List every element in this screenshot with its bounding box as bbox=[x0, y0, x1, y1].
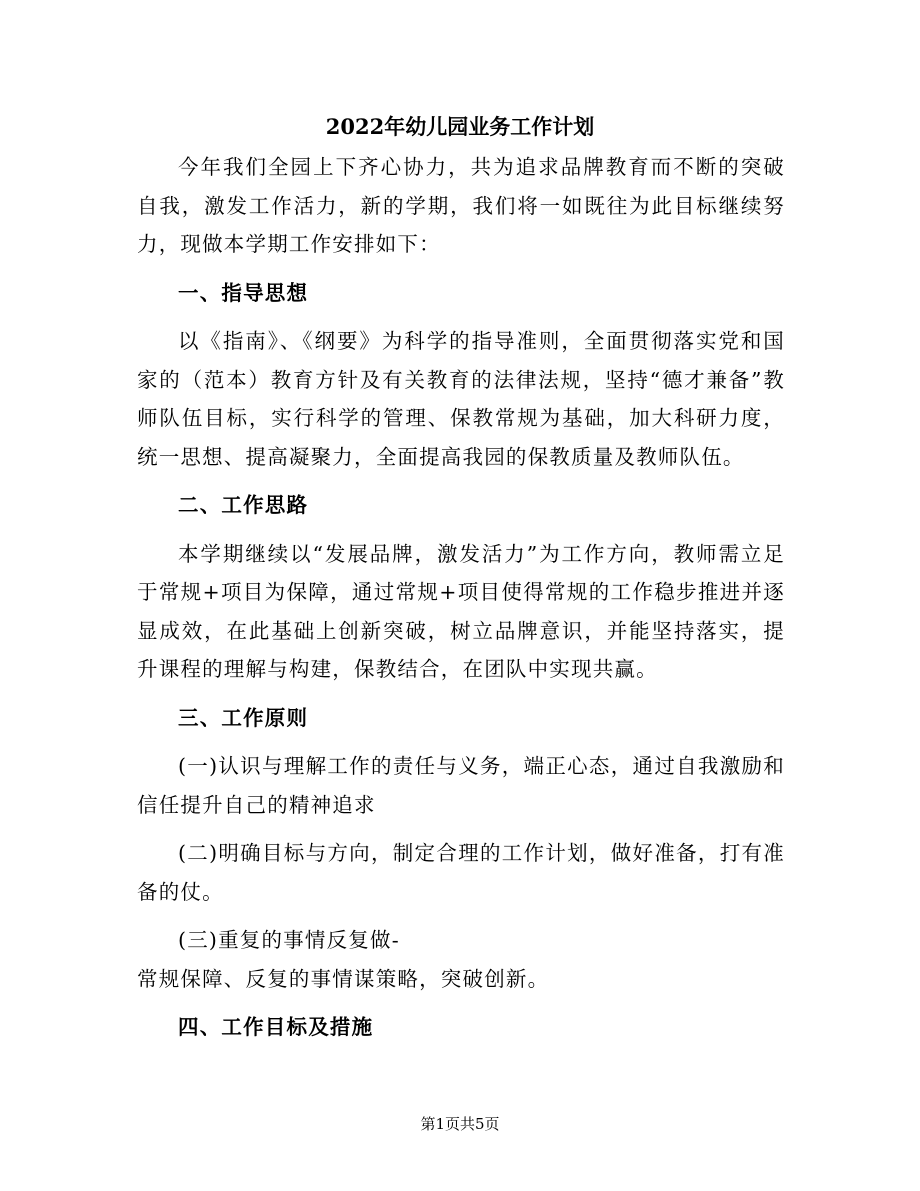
principle-item-1: (一)认识与理解工作的责任与义务，端正心态，通过自我激励和信任提升自己的精神追求 bbox=[137, 754, 785, 817]
principle-item-3-continuation: 常规保障、反复的事情谋策略，突破创新。 bbox=[137, 966, 550, 991]
principle-item-3: (三)重复的事情反复做- bbox=[178, 928, 400, 952]
principle-item-2: (二)明确目标与方向，制定合理的工作计划，做好准备，打有准备的仗。 bbox=[137, 841, 785, 904]
section-heading-guiding-ideology: 一、指导思想 bbox=[178, 280, 309, 305]
section-heading-goals-measures: 四、工作目标及措施 bbox=[178, 1015, 374, 1039]
intro-paragraph: 今年我们全园上下齐心协力，共为追求品牌教育而不断的突破自我，激发工作活力，新的学期，我们将一如既往为此目标继续努力，现做本学期工作安排如下： bbox=[137, 155, 785, 256]
section-heading-work-principles: 三、工作原则 bbox=[178, 705, 309, 730]
document-title: 2022年幼儿园业务工作计划 bbox=[325, 114, 595, 139]
document-body bbox=[137, 148, 785, 1057]
section-body-work-approach: 本学期继续以“发展品牌，激发活力”为工作方向，教师需立足于常规+项目为保障，通过常规+项目使得常规的工作稳步推进并逐显成效，在此基础上创新突破，树立品牌意识，并能坚持落实，提升课程的理解与构建，保教结合，在团队中实现共赢。 bbox=[137, 541, 785, 681]
section-heading-work-approach: 二、工作思路 bbox=[178, 493, 309, 517]
section-body-guiding-ideology: 以《指南》、《纲要》为科学的指导准则，全面贯彻落实党和国家的（范本）教育方针及有关教育的法律法规，坚持“德才兼备”教师队伍目标，实行科学的管理、保教常规为基础，加大科研力度，统一思想、提高凝聚力，全面提高我园的保教质量及教师队伍。 bbox=[137, 329, 785, 469]
page-number-footer: 第1页共5页 bbox=[420, 1115, 500, 1133]
